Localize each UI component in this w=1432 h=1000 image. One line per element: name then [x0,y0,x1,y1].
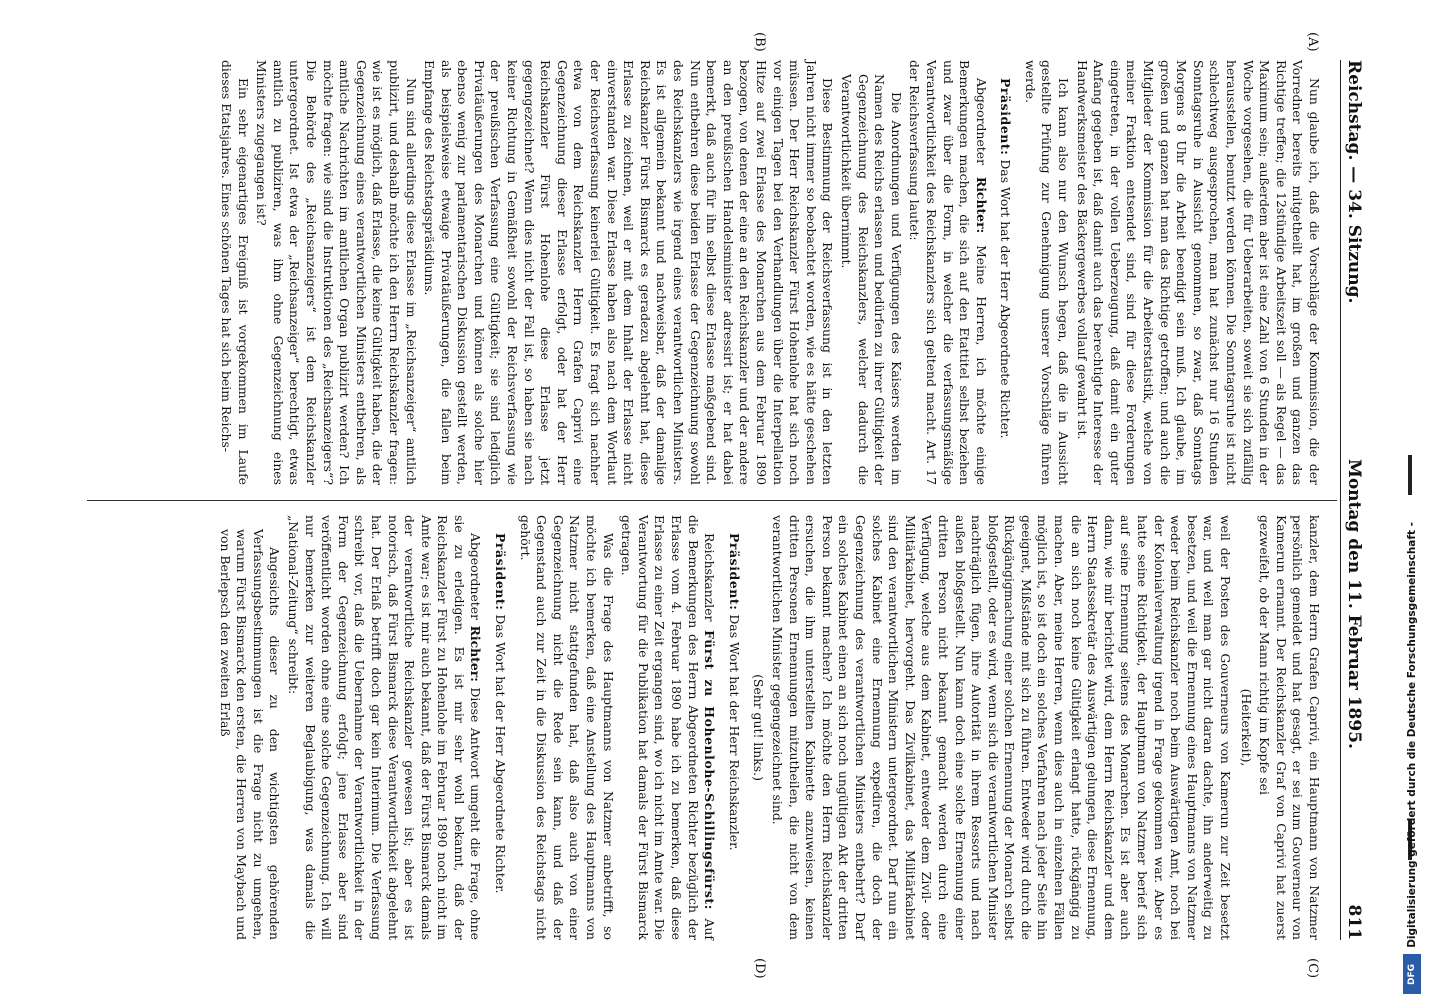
speaker-intro: Reichskanzler [702,533,718,622]
speaker-paragraph [906,60,989,485]
paragraph: Diese Bestimmung der Reichsverfassung ist in den letzten Jahren nicht immer so beobachtet worden, wie es hätte geschehen müssen. Der Herr Reichskanzler Fürst Hohenlohe hat sich noch vor einigen Tagen bei den Verhandlungen über die Interpellation Hitze auf zwei Erlasse des Monarchen aus dem Februar 1890 bezogen, von denen der eine an den Reichskanzler und der andere an den preußischen Handelsminister adressirt ist; er hat dabei bemerkt, daß auch für ihn selbst diese Erlasse maßgebend sind. Nun entbehren diese beiden Erlasse der Gegenzeichnung sowohl des Reichskanzlers wie irgend eines verantwortlichen Ministers. Es ist allgemein bekannt und nachweisbar, daß der damalige Reichskanzler Fürst Bismarck es geradezu abgelehnt hat, diese Erlasse zu zeichnen, weil er mit dem Inhalt der Erlasse nicht einverstanden war. Diese Erlasse haben also nach dem Wortlaut der Reichsverfassung keinerlei Gültigkeit. Es fragt sich nachher etwa von dem Reichskanzler Herrn Grafen Caprivi eine Gegenzeichnung dieser Erlasse erfolgt, oder hat der Herr Reichskanzler Fürst Hohenlohe diese Erlasse jetzt gegengezeichnet? Wenn dies nicht der Fall ist, so haben sie nach keiner Richtung in Gemäßheit sowohl der Reichsverfassung wie der preußischen Verfassung eine Gültigkeit; sie sind lediglich Privatäußerungen des Monarchen und können als solche hier ebenso wenig zur parlamentarischen Diskussion gestellt werden, als beispielsweise etwaige Privatäußerungen, die fallen beim Empfange des Reichstagspräsidiums. [422,60,836,485]
speech-text: Auf die Bemerkungen des Herrn Abgeordneten Richter bezüglich der Erlasse vom 4. Februar 1890 habe ich zu bemerken, daß diese Erlasse zu einer Zeit ergangen sind, wo ich nicht im Amte war. Die Verantwortung für die Publikation hat damals der Fürst Bismarck getragen. [619,515,718,940]
right-column [214,515,1322,940]
paragraph: Nun glaube ich, daß die Vorschläge der Kommission, die der Vorredner bereits mitgetheilt hat, im großen und ganzen das Richtige treffen; die 12stündige Arbeitszeit soll — als Regel — das Maximum sein; außerdem aber ist eine Zahl von 6 Stunden in der Woche vorgesehen, die für Ueberarbeiten, soweit sie sich zufällig herausstellen, benutzt werden können. Die Sonntagsruhe ist nicht schlechtweg ausgesprochen, man hat zunächst nur 16 Stunden Sonntagsruhe in Aussicht genommen, so zwar, daß Sonntags Morgens 8 Uhr die Arbeit beendigt sein muß. Ich glaube, im großen und ganzen hat man das Richtige getroffen; und auch die Mitglieder der Kommission für die Arbeiterstatistik, welche von meiner Fraktion entsendet sind, sind für diese Forderungen eingetreten, in der vollen Ueberzeugung, daß damit ein guter Anfang gegeben ist, daß damit auch das berechtigte Interesse der Handwerksmeister des Bäckergewerbes vollauf gewahrt ist. [1074,60,1322,485]
reaction: (Sehr gut! links.) [751,674,767,781]
funding-note: Digitalisierung gefördert durch die Deutsche Forschungsgemeinschaft - [1406,522,1418,948]
speaker-label: Präsident: [493,533,509,611]
speech-text: Meine Herren, ich möchte einige Bemerkungen machen, die sich auf den Etattitel selbst beziehen und zwar über die Form, in welcher die verfassungsmäßige Verantwortlichkeit des Reichskanzlers sich geltend macht. Art. 17 der Reichsverfassung lautet: [907,60,989,485]
header-date: Montag den 11. Februar 1895. [1344,459,1364,749]
column-divider [87,500,1337,501]
speech-text: Das Wort hat der Herr Abgeordnete Richter. [493,614,509,894]
paragraph: Was die Frage des Hauptmanns von Natzmer anbetrifft, so möchte ich bemerken, daß eine Anstellung des Hauptmanns von Natzmer nicht stattgefunden hat, daß also auch von einer Gegenzeichnung nicht die Rede sein kann, und daß der Gegenstand auch zur Zeit in die Diskussion des Reichstags nicht gehört. [517,515,616,940]
speaker-intro: Abgeordneter [468,533,484,621]
paragraph: Ich kann also nur den Wunsch hegen, daß die in Aussicht gestellte Prüfung zur Genehmigung unserer Vorschläge führen werde. [1022,60,1072,485]
running-head [1340,60,1367,940]
speaker-paragraph [284,515,483,940]
margin-marker-a: (A) [1305,32,1320,52]
speech-text: Das Wort hat der Herr Reichskanzler. [726,614,742,851]
paragraph: Nun sind allerdings diese Erlasse im „Reichsanzeiger“ amtlich publizirt, und deshalb möchte ich den Herrn Reichskanzler fragen: wie ist es möglich, daß Erlasse, die keine Gültigkeit haben, die der Gegenzeichnung eines verantwortlichen Ministers entbehren, als amtliche Nachrichten im amtlichen Organ publizirt werden? Ich möchte fragen: wie sind die Instruktionen des „Reichsanzeigers“? Die Behörde des „Reichsanzeigers“ ist dem Reichskanzler untergeordnet. Ist etwa der „Reichsanzeiger“ berechtigt, etwas amtlich zu publiziren, was ihm ohne Gegenzeichnung eines Ministers zugegangen ist? [254,60,419,485]
speaker-paragraph [492,515,509,940]
margin-marker-d: (D) [752,958,767,979]
speech-text: Das Wort hat der Herr Abgeordnete Richter. [998,159,1014,439]
dfg-logo: DFG [1403,954,1421,994]
speaker-name: Richter: [468,625,484,682]
speaker-intro: Abgeordneter [973,78,989,166]
speaker-name: Fürst zu Hohenlohe-Schillingsfürst: [702,630,718,910]
speaker-name: Richter: [973,176,989,234]
left-column [215,60,1322,485]
rotated-page-scan [12,0,1412,1000]
speech-text: Diese Antwort umgeht die Frage, ohne sie zu erledigen. Es ist mir sehr wohl bekannt, daß der Reichskanzler Fürst zu Hohenlohe im Februar 1890 noch nicht im Amte war; es ist mir auch bekannt, daß der Fürst Bismarck damals der verantwortliche Reichskanzler gewesen ist; aber es ist notorisch, daß Fürst Bismarck diese Verantwortlichkeit abgelehnt hat. Der Erlaß betrifft doch gar kein Interimum. Die Verfassung schreibt vor, daß die Uebernahme der Verantwortlichkeit in der Form der Gegenzeichnung erfolgt; jene Erlasse aber sind veröffentlicht worden ohne eine solche Gegenzeichnung. Ich will nur bemerken zur weiteren Beglaubigung, was damals die „National-Zeitung“ schreibt: [285,515,484,940]
speaker-paragraph [997,60,1014,485]
quoted-article: Die Anordnungen und Verfügungen des Kaisers werden im Namen des Reichs erlassen und bedürfen zu ihrer Gültigkeit der Gegenzeichnung des Reichskanzlers, welcher dadurch die Verantwortlichkeit übernimmt. [838,74,904,485]
digitization-credit [1402,0,1422,1000]
page-number: 811 [1344,904,1364,940]
speaker-paragraph [618,515,718,940]
speaker-label: Präsident: [998,78,1014,156]
header-left: Reichstag. — 34. Sitzung. [1344,60,1364,304]
paragraph: Ein sehr eigenartiges Ereigniß ist vorgekommen im Laufe dieses Etatsjahres. Eines schönen Tages hat sich beim Reichs- [219,60,251,485]
margin-marker-c: (C) [1305,958,1320,979]
margin-marker-b: (B) [752,32,767,52]
speaker-paragraph [725,515,742,940]
paragraph: weil der Posten des Gouverneurs von Kamerun zur Zeit besetzt war, und weil man gar nicht daran dachte, ihn anderweitig zu besetzen, und weil die Ernennung eines Hauptmanns von Natzmer weder beim Reichskanzler noch beim Auswärtigen Amt, noch bei der Kolonialverwaltung irgend in Frage gekommen war. Aber es hatte seine Richtigkeit, der Hauptmann von Natzmer berief sich auf seine Ernennung seitens des Monarchen. Es ist aber auch dann, wie mir berichtet wird, dem Herrn Reichskanzler und dem Herrn Staatssekretär des Auswärtigen gelungen, diese Ernennung, die an sich noch keine Gültigkeit erlangt hatte, rückgängig zu machen. Aber, meine Herren, wenn dies auch in einzelnen Fällen möglich ist, so ist doch ein solches Verfahren nach jeder Seite hin geeignet, Mißstände mit sich zu führen. Entweder wird durch die Rückgängigmachung einer solchen Ernennung der Monarch selbst bloßgestellt, oder es wird, wenn sich die verantwortlichen Minister nachträglich fügen, ihre Autorität in ihrem Ressorts und nach außen bloßgestellt. Nun kann doch eine solche Ernennung einer dritten Person nicht bekannt gemacht werden durch eine Verfügung, welche aus dem Kabinet, entweder dem Zivil- oder Militärkabinet, hervorgeht. Das Zivilkabinet, das Militärkabinet sind den verantwortlichen Ministern untergeordnet. Darf nun ein solches Kabinet eine Ernennung expediren, die doch der Gegenzeichnung des verantwortlichen Ministers entbehrt? Darf ein solches Kabinet einen an sich noch ungültigen Akt der dritten Person bekannt machen? Ich möchte den Herrn Reichskanzler ersuchen, die ihm unterstellten Kabinette anzuweisen, keinen dritten Personen Ernennungen mitzutheilen, die nicht von dem verantwortlichen Minister gegengezeichnet sind. [770,515,1234,940]
quoted-passage: Angesichts dieser zu den wichtigsten gehörenden Verfassungsbestimmungen ist die Frage nicht zu umgehen, warum Fürst Bismarck den ersten, die Herren von Maybach und von Berlepsch den zweiten Erlaß [217,529,283,940]
reaction: (Heiterkeit), [1238,688,1254,767]
paragraph: kanzler, dem Herrn Grafen Caprivi, ein Hauptmann von Natzmer persönlich gemeldet und hat gesagt, er sei zum Gouverneur von Kamerun ernannt. Der Reichskanzler Graf von Caprivi hat zuerst gezweifelt, ob der Mann richtig im Kopfe sei [1257,515,1322,940]
speaker-label: Präsident: [726,533,742,611]
